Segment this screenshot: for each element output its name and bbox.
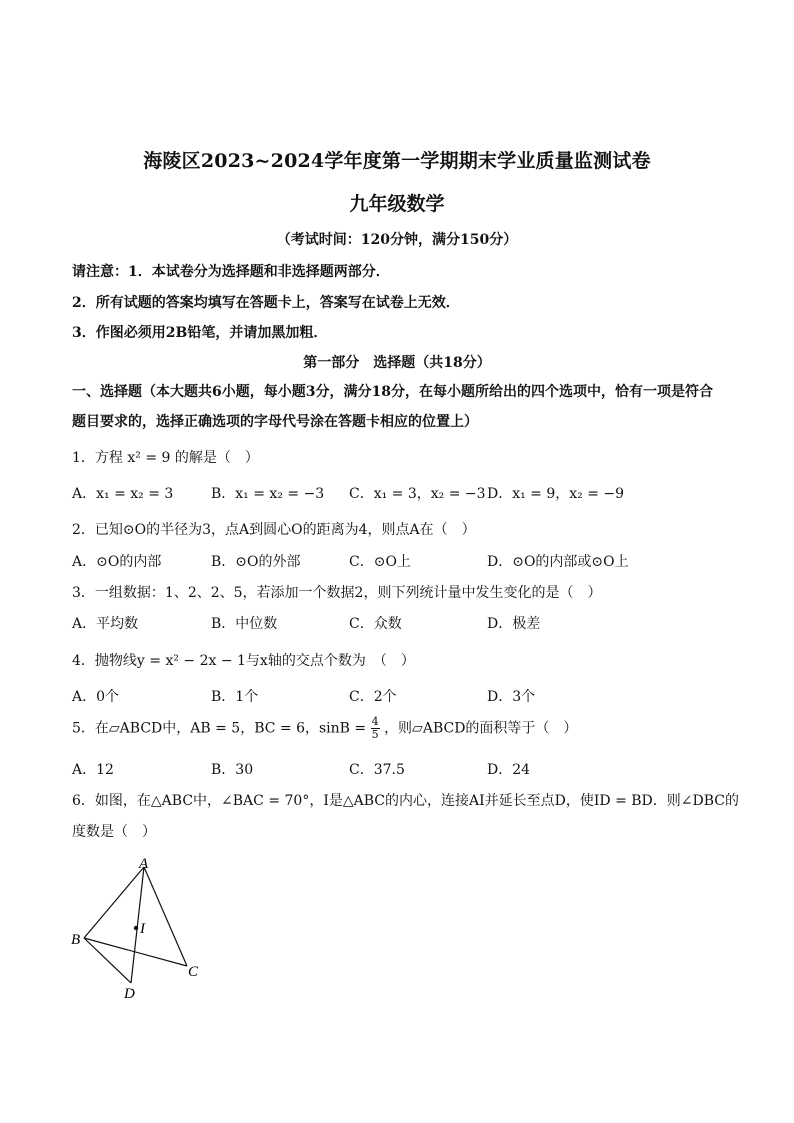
q2-option-c: C．⊙O上	[349, 554, 411, 570]
question-6-stem-line-1: 6．如图，在△ABC中，∠BAC = 70°，I是△ABC的内心，连接AI并延长至点D，使ID = BD．则∠DBC的	[72, 793, 739, 809]
q5-fraction	[371, 716, 380, 741]
label-i: I	[140, 921, 145, 937]
question-2-stem: 2．已知⊙O的半径为3，点A到圆心O的距离为4，则点A在（ ）	[72, 522, 476, 538]
label-d: D	[124, 986, 135, 1002]
q2-option-b: B．⊙O的外部	[211, 554, 301, 570]
exam-subtitle: 九年级数学	[349, 193, 445, 215]
exam-info: （考试时间：120分钟，满分150分）	[276, 232, 518, 248]
q3-option-d: D．极差	[487, 616, 541, 632]
q4-option-a: A．0个	[72, 689, 120, 705]
incenter-point	[134, 926, 138, 930]
q4-option-d: D．3个	[487, 689, 536, 705]
q5-option-b: B．30	[211, 762, 254, 778]
question-3-stem: 3．一组数据：1、2、2、5，若添加一个数据2，则下列统计量中发生变化的是（ ）	[72, 585, 602, 601]
question-5-stem	[72, 716, 577, 741]
q2-option-a: A．⊙O的内部	[72, 554, 162, 570]
exam-title: 海陵区2023~2024学年度第一学期期末学业质量监测试卷	[143, 150, 651, 172]
segment-ac	[144, 867, 187, 966]
q5-fraction-numerator: 4	[371, 715, 379, 728]
q1-option-c: C．x₁ = 3，x₂ = −3	[349, 486, 486, 502]
note-3: 3．作图必须用2B铅笔，并请加黑加粗．	[72, 325, 328, 341]
label-c: C	[188, 964, 199, 980]
q2-option-d: D．⊙O的内部或⊙O上	[487, 554, 629, 570]
q1-option-a: A．x₁ = x₂ = 3	[72, 486, 174, 502]
q1-option-d: D．x₁ = 9，x₂ = −9	[487, 486, 625, 502]
note-1: 请注意：1．本试卷分为选择题和非选择题两部分．	[72, 264, 390, 280]
q1-option-b: B．x₁ = x₂ = −3	[211, 486, 325, 502]
q4-option-c: C．2个	[349, 689, 397, 705]
label-b: B	[71, 932, 81, 948]
note-2: 2．所有试题的答案均填写在答题卡上，答案写在试卷上无效．	[72, 295, 460, 311]
q3-option-b: B．中位数	[211, 616, 278, 632]
part1-heading: 第一部分 选择题（共18分）	[303, 355, 491, 371]
q5-fraction-denominator: 5	[371, 728, 379, 741]
q3-option-c: C．众数	[349, 616, 402, 632]
question-6-stem-line-2: 度数是（ ）	[72, 824, 156, 840]
part1-instructions: 一、选择题（本大题共6小题，每小题3分，满分18分，在每小题所给出的四个选项中，恰有一项是符合题目要求的，选择正确选项的字母代号涂在答题卡相应的位置上）	[72, 384, 713, 430]
triangle-figure	[66, 850, 216, 1010]
question-1-stem: 1．方程 x² = 9 的解是（ ）	[72, 450, 259, 466]
q5-stem-part-a: 5．在▱ABCD中，AB = 5，BC = 6，sinB =	[72, 720, 367, 737]
q4-option-b: B．1个	[211, 689, 259, 705]
question-4-stem: 4．抛物线y = x² − 2x − 1与x轴的交点个数为 （ ）	[72, 653, 415, 669]
q5-option-d: D．24	[487, 762, 531, 778]
q5-stem-part-b: ，则▱ABCD的面积等于（ ）	[384, 720, 578, 737]
q3-option-a: A．平均数	[72, 616, 139, 632]
q5-option-c: C．37.5	[349, 762, 405, 778]
label-a: A	[139, 856, 149, 872]
q5-option-a: A．12	[72, 762, 114, 778]
